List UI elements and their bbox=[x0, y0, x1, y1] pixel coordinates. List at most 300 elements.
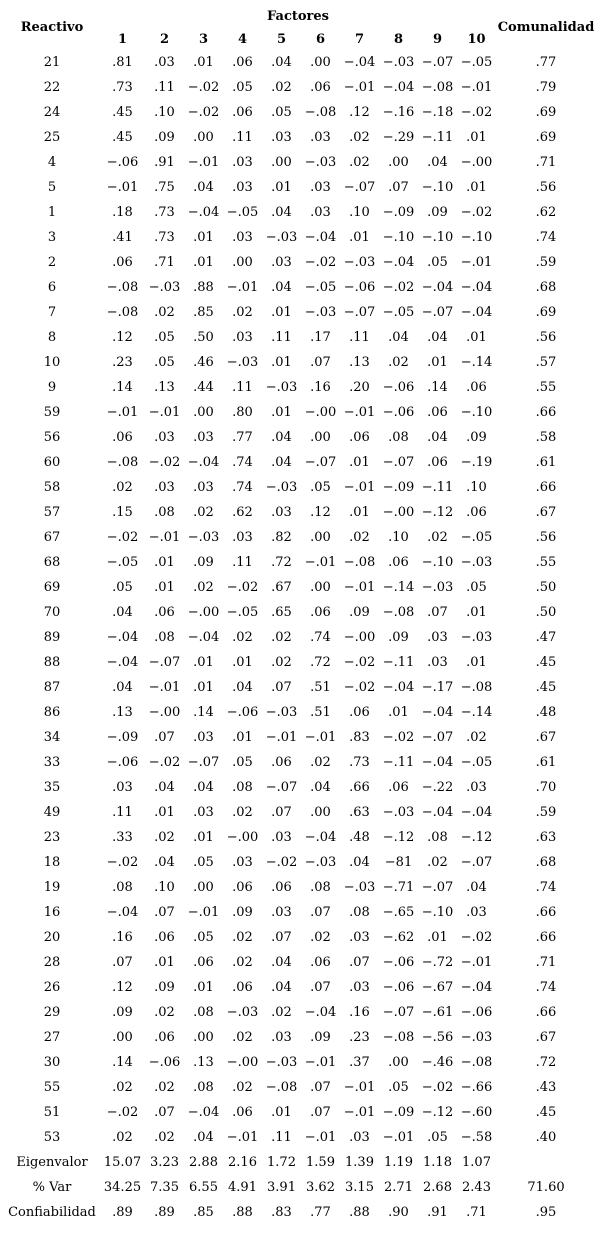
loading-cell: .09 bbox=[310, 1030, 331, 1045]
loading-cell: .02 bbox=[112, 1080, 133, 1095]
loading-cell: −.04 bbox=[343, 55, 376, 70]
loading-cell: −.03 bbox=[382, 805, 415, 820]
loading-cell: .04 bbox=[271, 280, 292, 295]
loading-cell: .02 bbox=[193, 505, 214, 520]
summary-cell: 1.59 bbox=[306, 1155, 335, 1170]
loading-cell: .37 bbox=[349, 1055, 370, 1070]
table-row bbox=[4, 1100, 596, 1125]
loading-cell: .03 bbox=[310, 205, 331, 220]
loading-cell: .01 bbox=[193, 655, 214, 670]
loading-cell: .04 bbox=[232, 680, 253, 695]
loading-cell: .00 bbox=[310, 430, 331, 445]
summary-cell: .88 bbox=[349, 1205, 370, 1220]
item-number: 7 bbox=[47, 305, 57, 320]
item-number: 25 bbox=[43, 130, 61, 145]
loading-cell: .04 bbox=[388, 330, 409, 345]
loading-cell: .02 bbox=[271, 655, 292, 670]
table-row bbox=[4, 850, 596, 875]
loading-cell: .02 bbox=[232, 805, 253, 820]
summary-cell: 1.19 bbox=[384, 1155, 413, 1170]
loading-cell: −.02 bbox=[226, 580, 259, 595]
table-row bbox=[4, 875, 596, 900]
loading-cell: −.00 bbox=[226, 830, 259, 845]
loading-cell: −.71 bbox=[382, 880, 415, 895]
loading-cell: −.06 bbox=[382, 955, 415, 970]
loading-cell: −.01 bbox=[343, 580, 376, 595]
summary-cell: .91 bbox=[427, 1205, 448, 1220]
loading-cell: −.09 bbox=[106, 730, 139, 745]
loading-cell: .12 bbox=[112, 980, 133, 995]
loading-cell: .04 bbox=[271, 430, 292, 445]
loading-cell: −.01 bbox=[304, 555, 337, 570]
loading-cell: .03 bbox=[310, 130, 331, 145]
loading-cell: .63 bbox=[349, 805, 370, 820]
loading-cell: −.00 bbox=[187, 605, 220, 620]
loading-cell: .03 bbox=[271, 1030, 292, 1045]
loading-cell: .06 bbox=[271, 755, 292, 770]
loading-cell: .04 bbox=[154, 855, 175, 870]
loading-cell: −.07 bbox=[265, 780, 298, 795]
loading-cell: .02 bbox=[232, 930, 253, 945]
table-row bbox=[4, 1050, 596, 1075]
loading-cell: .06 bbox=[388, 780, 409, 795]
loading-cell: .11 bbox=[232, 555, 253, 570]
loading-cell: .81 bbox=[112, 55, 133, 70]
loading-cell: −.04 bbox=[460, 805, 493, 820]
loading-cell: .12 bbox=[349, 105, 370, 120]
communality-cell: .71 bbox=[535, 955, 557, 970]
loading-cell: −.10 bbox=[421, 555, 454, 570]
item-number: 4 bbox=[47, 155, 57, 170]
loading-cell: .01 bbox=[349, 455, 370, 470]
loading-cell: .77 bbox=[232, 430, 253, 445]
loading-cell: −.14 bbox=[460, 355, 493, 370]
loading-cell: .07 bbox=[271, 930, 292, 945]
loading-cell: −.01 bbox=[343, 405, 376, 420]
loading-cell: −.06 bbox=[148, 1055, 181, 1070]
loading-cell: −.19 bbox=[460, 455, 493, 470]
table-header bbox=[4, 4, 596, 50]
loading-cell: −.03 bbox=[343, 880, 376, 895]
summary-cell: 1.07 bbox=[462, 1155, 491, 1170]
communality-cell: .43 bbox=[535, 1080, 557, 1095]
loading-cell: −.02 bbox=[187, 105, 220, 120]
loading-cell: .03 bbox=[193, 730, 214, 745]
loading-cell: .02 bbox=[310, 930, 331, 945]
loading-cell: .02 bbox=[232, 305, 253, 320]
loading-cell: .07 bbox=[310, 905, 331, 920]
loading-cell: .02 bbox=[154, 830, 175, 845]
summary-cell: .88 bbox=[232, 1205, 253, 1220]
table-row bbox=[4, 650, 596, 675]
loading-cell: .51 bbox=[310, 705, 331, 720]
table-row bbox=[4, 700, 596, 725]
loading-cell: −.04 bbox=[304, 830, 337, 845]
loading-cell: .01 bbox=[349, 505, 370, 520]
loading-cell: .04 bbox=[427, 330, 448, 345]
table-row bbox=[4, 150, 596, 175]
loading-cell: .02 bbox=[271, 1005, 292, 1020]
summary-cell: .89 bbox=[154, 1205, 175, 1220]
loading-cell: .03 bbox=[232, 230, 253, 245]
loading-cell: .01 bbox=[466, 130, 487, 145]
loading-cell: .14 bbox=[193, 705, 214, 720]
loading-cell: −.06 bbox=[382, 380, 415, 395]
communality-cell: .55 bbox=[535, 555, 557, 570]
loading-cell: .46 bbox=[193, 355, 214, 370]
loading-cell: .06 bbox=[193, 955, 214, 970]
loading-cell: .05 bbox=[427, 255, 448, 270]
loading-cell: −.11 bbox=[382, 755, 415, 770]
loading-cell: −.03 bbox=[226, 355, 259, 370]
communality-cell: .74 bbox=[535, 880, 557, 895]
loading-cell: −.05 bbox=[304, 280, 337, 295]
loading-cell: .07 bbox=[271, 680, 292, 695]
item-number: 27 bbox=[43, 1030, 61, 1045]
loading-cell: .48 bbox=[349, 830, 370, 845]
loading-cell: −.07 bbox=[382, 1005, 415, 1020]
table-row bbox=[4, 500, 596, 525]
loading-cell: .12 bbox=[310, 505, 331, 520]
loading-cell: −.01 bbox=[226, 1130, 259, 1145]
communality-cell: .74 bbox=[535, 980, 557, 995]
table-row bbox=[4, 275, 596, 300]
table-row bbox=[4, 750, 596, 775]
summary-communality: .95 bbox=[535, 1205, 557, 1220]
loading-cell: −.01 bbox=[343, 1105, 376, 1120]
communality-cell: .68 bbox=[535, 280, 557, 295]
loading-cell: .08 bbox=[112, 880, 133, 895]
loading-cell: .06 bbox=[232, 105, 253, 120]
table-row bbox=[4, 225, 596, 250]
loading-cell: .07 bbox=[349, 955, 370, 970]
summary-communality bbox=[496, 1150, 596, 1175]
loading-cell: .02 bbox=[232, 955, 253, 970]
table-row bbox=[4, 925, 596, 950]
item-number: 34 bbox=[43, 730, 61, 745]
summary-cell: 2.88 bbox=[189, 1155, 218, 1170]
loading-cell: .51 bbox=[310, 680, 331, 695]
loading-cell: .07 bbox=[154, 905, 175, 920]
loading-cell: .04 bbox=[112, 605, 133, 620]
loading-cell: −.02 bbox=[382, 730, 415, 745]
communality-cell: .71 bbox=[535, 155, 557, 170]
loading-cell: .06 bbox=[310, 605, 331, 620]
loading-cell: .11 bbox=[271, 330, 292, 345]
loading-cell: .06 bbox=[154, 605, 175, 620]
header-factor-6: 6 bbox=[315, 31, 326, 47]
table-row bbox=[4, 450, 596, 475]
loading-cell: −.66 bbox=[460, 1080, 493, 1095]
loading-cell: −.58 bbox=[460, 1130, 493, 1145]
header-factor-7: 7 bbox=[354, 31, 365, 47]
loading-cell: −.12 bbox=[382, 830, 415, 845]
loading-cell: .01 bbox=[193, 230, 214, 245]
loading-cell: .07 bbox=[112, 955, 133, 970]
loading-cell: .06 bbox=[310, 955, 331, 970]
loading-cell: .00 bbox=[193, 405, 214, 420]
loading-cell: −.08 bbox=[460, 680, 493, 695]
communality-cell: .45 bbox=[535, 1105, 557, 1120]
loading-cell: .73 bbox=[154, 205, 175, 220]
loading-cell: −.08 bbox=[382, 1030, 415, 1045]
loading-cell: .02 bbox=[154, 1005, 175, 1020]
loading-cell: .01 bbox=[154, 555, 175, 570]
loading-cell: −.06 bbox=[106, 755, 139, 770]
loading-cell: .09 bbox=[193, 555, 214, 570]
loading-cell: .01 bbox=[193, 255, 214, 270]
loading-cell: .02 bbox=[349, 530, 370, 545]
table-row bbox=[4, 550, 596, 575]
loading-cell: .73 bbox=[154, 230, 175, 245]
loading-cell: −.05 bbox=[226, 205, 259, 220]
table-row bbox=[4, 475, 596, 500]
summary-cell: 4.91 bbox=[228, 1180, 257, 1195]
loading-cell: −.05 bbox=[382, 305, 415, 320]
header-factor-2: 2 bbox=[159, 31, 170, 47]
loading-cell: −.01 bbox=[343, 1080, 376, 1095]
loading-cell: −.60 bbox=[460, 1105, 493, 1120]
summary-cell: 15.07 bbox=[103, 1155, 142, 1170]
item-number: 56 bbox=[43, 430, 61, 445]
loading-cell: .06 bbox=[232, 980, 253, 995]
loading-cell: .00 bbox=[193, 1030, 214, 1045]
table-row bbox=[4, 175, 596, 200]
loading-cell: .13 bbox=[193, 1055, 214, 1070]
loading-cell: .06 bbox=[466, 380, 487, 395]
header-factor-10: 10 bbox=[467, 31, 486, 47]
summary-cell: .71 bbox=[466, 1205, 487, 1220]
loading-cell: −.02 bbox=[265, 855, 298, 870]
loading-cell: .02 bbox=[466, 730, 487, 745]
communality-cell: .57 bbox=[535, 355, 557, 370]
loading-cell: .05 bbox=[112, 580, 133, 595]
item-number: 22 bbox=[43, 80, 61, 95]
loading-cell: −.03 bbox=[460, 1030, 493, 1045]
table-row bbox=[4, 250, 596, 275]
table-row bbox=[4, 525, 596, 550]
loading-cell: −.11 bbox=[421, 130, 454, 145]
loading-cell: .06 bbox=[112, 255, 133, 270]
loading-cell: −.03 bbox=[187, 530, 220, 545]
loading-cell: −.04 bbox=[187, 630, 220, 645]
table-row bbox=[4, 325, 596, 350]
loading-cell: −.09 bbox=[382, 205, 415, 220]
loading-cell: −.07 bbox=[343, 180, 376, 195]
loading-cell: .01 bbox=[271, 1105, 292, 1120]
loading-cell: .11 bbox=[271, 1130, 292, 1145]
loading-cell: .00 bbox=[310, 805, 331, 820]
loading-cell: .03 bbox=[349, 1130, 370, 1145]
loading-cell: .11 bbox=[154, 80, 175, 95]
loading-cell: −.12 bbox=[421, 505, 454, 520]
item-number: 67 bbox=[43, 530, 61, 545]
item-number: 33 bbox=[43, 755, 61, 770]
communality-cell: .66 bbox=[535, 1005, 557, 1020]
loading-cell: .02 bbox=[232, 1080, 253, 1095]
summary-cell: 34.25 bbox=[103, 1180, 142, 1195]
loading-cell: .00 bbox=[232, 255, 253, 270]
loading-cell: −.03 bbox=[304, 855, 337, 870]
loading-cell: .04 bbox=[193, 780, 214, 795]
loading-cell: .00 bbox=[310, 530, 331, 545]
loading-cell: .01 bbox=[193, 680, 214, 695]
loading-cell: −.29 bbox=[382, 130, 415, 145]
loading-cell: −.06 bbox=[382, 405, 415, 420]
loading-cell: .03 bbox=[154, 55, 175, 70]
loading-cell: −.14 bbox=[382, 580, 415, 595]
loading-cell: −.62 bbox=[382, 930, 415, 945]
loading-cell: .67 bbox=[271, 580, 292, 595]
communality-cell: .74 bbox=[535, 230, 557, 245]
loading-cell: .08 bbox=[310, 880, 331, 895]
loading-cell: .04 bbox=[271, 980, 292, 995]
loading-cell: −.02 bbox=[460, 930, 493, 945]
table-row bbox=[4, 400, 596, 425]
loading-cell: .80 bbox=[232, 405, 253, 420]
loading-cell: .00 bbox=[310, 580, 331, 595]
loading-cell: .00 bbox=[112, 1030, 133, 1045]
loading-cell: .01 bbox=[271, 305, 292, 320]
loading-cell: −.04 bbox=[382, 255, 415, 270]
loading-cell: .04 bbox=[427, 155, 448, 170]
loading-cell: .05 bbox=[466, 580, 487, 595]
loading-cell: .00 bbox=[388, 1055, 409, 1070]
loading-cell: .03 bbox=[466, 780, 487, 795]
item-number: 16 bbox=[43, 905, 61, 920]
item-number: 19 bbox=[43, 880, 61, 895]
loading-cell: −.65 bbox=[382, 905, 415, 920]
loading-cell: −.08 bbox=[265, 1080, 298, 1095]
loading-cell: −.07 bbox=[421, 305, 454, 320]
loading-cell: .09 bbox=[154, 130, 175, 145]
communality-cell: .59 bbox=[535, 255, 557, 270]
table-row bbox=[4, 50, 596, 75]
header-factor-9: 9 bbox=[432, 31, 443, 47]
loading-cell: −.00 bbox=[343, 630, 376, 645]
item-number: 86 bbox=[43, 705, 61, 720]
loading-cell: −.01 bbox=[460, 255, 493, 270]
loading-cell: .08 bbox=[388, 430, 409, 445]
item-number: 1 bbox=[47, 205, 57, 220]
loading-cell: .01 bbox=[271, 405, 292, 420]
loading-cell: .88 bbox=[193, 280, 214, 295]
loading-cell: −.01 bbox=[304, 1130, 337, 1145]
loading-cell: .74 bbox=[310, 630, 331, 645]
loading-cell: −.01 bbox=[226, 280, 259, 295]
loading-cell: −.09 bbox=[382, 1105, 415, 1120]
communality-cell: .77 bbox=[535, 55, 557, 70]
loading-cell: −.10 bbox=[460, 230, 493, 245]
loading-cell: −.72 bbox=[421, 955, 454, 970]
table-row bbox=[4, 75, 596, 100]
summary-cell: 2.16 bbox=[228, 1155, 257, 1170]
table-row bbox=[4, 1075, 596, 1100]
loading-cell: −.03 bbox=[343, 255, 376, 270]
loading-cell: −.10 bbox=[421, 905, 454, 920]
loading-cell: .12 bbox=[112, 330, 133, 345]
loading-cell: −.16 bbox=[382, 105, 415, 120]
item-number: 24 bbox=[43, 105, 61, 120]
loading-cell: .07 bbox=[310, 355, 331, 370]
item-number: 59 bbox=[43, 405, 61, 420]
loading-cell: .71 bbox=[154, 255, 175, 270]
loading-cell: .02 bbox=[154, 1130, 175, 1145]
communality-cell: .59 bbox=[535, 805, 557, 820]
loading-cell: .04 bbox=[193, 180, 214, 195]
loading-cell: −.01 bbox=[106, 405, 139, 420]
loading-cell: .03 bbox=[271, 255, 292, 270]
loading-cell: −.08 bbox=[382, 605, 415, 620]
loading-cell: .03 bbox=[232, 530, 253, 545]
communality-cell: .40 bbox=[535, 1130, 557, 1145]
loading-cell: −.07 bbox=[343, 305, 376, 320]
summary-cell: .77 bbox=[310, 1205, 331, 1220]
loading-cell: .03 bbox=[193, 805, 214, 820]
loading-cell: −.02 bbox=[187, 80, 220, 95]
loading-cell: −.03 bbox=[304, 305, 337, 320]
loading-cell: −.01 bbox=[304, 1055, 337, 1070]
loading-cell: .02 bbox=[112, 480, 133, 495]
loading-cell: −.06 bbox=[226, 705, 259, 720]
loading-cell: −.22 bbox=[421, 780, 454, 795]
loading-cell: −.07 bbox=[382, 455, 415, 470]
loading-cell: −.02 bbox=[106, 1105, 139, 1120]
item-number: 57 bbox=[43, 505, 61, 520]
item-number: 23 bbox=[43, 830, 61, 845]
loading-cell: .02 bbox=[427, 530, 448, 545]
item-number: 2 bbox=[47, 255, 57, 270]
communality-cell: .68 bbox=[535, 855, 557, 870]
summary-cell: 3.23 bbox=[150, 1155, 179, 1170]
loading-cell: .04 bbox=[271, 55, 292, 70]
loading-cell: .10 bbox=[154, 880, 175, 895]
loading-cell: −.01 bbox=[460, 955, 493, 970]
communality-cell: .56 bbox=[535, 180, 557, 195]
communality-cell: .70 bbox=[535, 780, 557, 795]
loading-cell: −.02 bbox=[343, 680, 376, 695]
loading-cell: .07 bbox=[310, 1080, 331, 1095]
loading-cell: −.12 bbox=[460, 830, 493, 845]
loading-cell: .10 bbox=[349, 205, 370, 220]
loading-cell: .08 bbox=[427, 830, 448, 845]
loading-cell: .02 bbox=[154, 1080, 175, 1095]
loading-cell: −.03 bbox=[265, 705, 298, 720]
loading-cell: .05 bbox=[154, 355, 175, 370]
loading-cell: .09 bbox=[349, 605, 370, 620]
loading-cell: .07 bbox=[310, 980, 331, 995]
loading-cell: −.03 bbox=[421, 580, 454, 595]
header-factores: Factores bbox=[267, 8, 329, 24]
loading-cell: .04 bbox=[310, 780, 331, 795]
loading-cell: .02 bbox=[112, 1130, 133, 1145]
loading-cell: .33 bbox=[112, 830, 133, 845]
loading-cell: .01 bbox=[232, 730, 253, 745]
loading-cell: .03 bbox=[271, 130, 292, 145]
loading-cell: .72 bbox=[271, 555, 292, 570]
item-number: 69 bbox=[43, 580, 61, 595]
factor-loadings-table bbox=[4, 4, 596, 1225]
loading-cell: .13 bbox=[112, 705, 133, 720]
loading-cell: −.01 bbox=[265, 730, 298, 745]
table-body bbox=[4, 50, 596, 1150]
loading-cell: −.04 bbox=[106, 655, 139, 670]
loading-cell: −.09 bbox=[382, 480, 415, 495]
loading-cell: −.10 bbox=[421, 180, 454, 195]
summary-cell: .85 bbox=[193, 1205, 214, 1220]
loading-cell: .72 bbox=[310, 655, 331, 670]
summary-cell: 2.68 bbox=[423, 1180, 452, 1195]
